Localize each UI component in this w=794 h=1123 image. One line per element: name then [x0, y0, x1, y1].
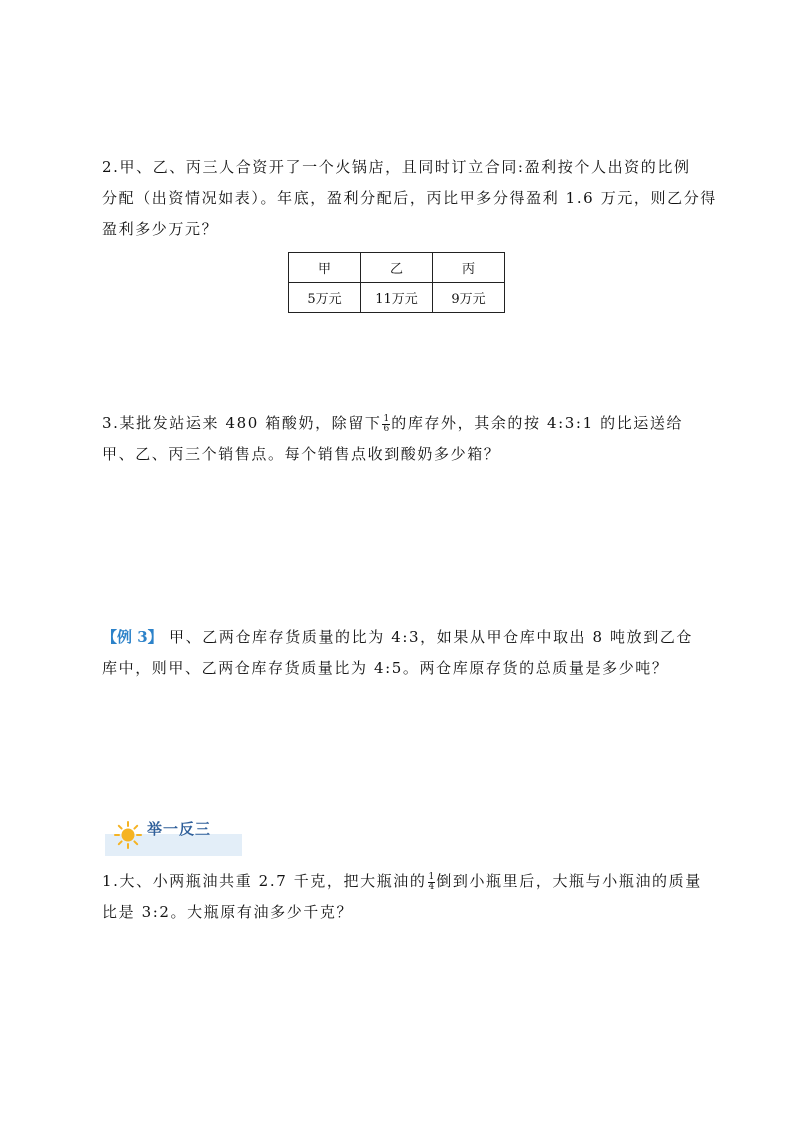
table-header-cell: 丙: [433, 253, 505, 283]
problem-3-text-b: 的库存外，其余的按 4:3:1 的比运送给: [391, 414, 684, 432]
investment-table: [288, 252, 505, 313]
fraction-numerator: 1: [428, 871, 435, 882]
problem-3-line-1: [102, 408, 722, 439]
fraction-one-sixth: [382, 415, 390, 434]
problem-3-line-2: 甲、乙、丙三个销售点。每个销售点收到酸奶多少箱？: [102, 445, 501, 463]
practice-1: [102, 866, 722, 928]
example-3-line-1: [102, 622, 722, 653]
table-row: [289, 283, 505, 313]
problem-3: [102, 408, 722, 470]
table-cell: 5万元: [289, 283, 361, 313]
problem-2-line-2: 分配（出资情况如表）。年底，盈利分配后，丙比甲多分得盈利 1.6 万元，则乙分得: [102, 189, 717, 207]
fraction-numerator: 1: [383, 413, 390, 424]
practice-1-text-a: 1.大、小两瓶油共重 2.7 千克，把大瓶油的: [102, 872, 427, 890]
practice-1-text-b: 倒到小瓶里后，大瓶与小瓶油的质量: [436, 872, 702, 890]
fraction-one-quarter: [428, 873, 436, 892]
fraction-denominator: 6: [383, 423, 390, 434]
practice-1-line-2: 比是 3:2。大瓶原有油多少千克？: [102, 903, 354, 921]
table-header-row: [289, 253, 505, 283]
example-3-line-2: 库中，则甲、乙两仓库存货质量比为 4:5。两仓库原存货的总质量是多少吨？: [102, 659, 669, 677]
section-banner: [105, 815, 242, 856]
table-cell: 9万元: [433, 283, 505, 313]
fraction-denominator: 4: [428, 881, 435, 892]
problem-2: [102, 152, 722, 245]
example-tag: 【例 3】: [102, 628, 163, 646]
problem-3-text-a: 3.某批发站运来 480 箱酸奶，除留下: [102, 414, 382, 432]
table-header-cell: 乙: [361, 253, 433, 283]
problem-2-line-3: 盈利多少万元？: [102, 220, 219, 238]
banner-title: 举一反三: [147, 820, 212, 838]
sun-icon: [114, 821, 142, 849]
example-3-text: 甲、乙两仓库存货质量的比为 4:3，如果从甲仓库中取出 8 吨放到乙仓: [162, 628, 694, 646]
problem-2-line-1: 2.甲、乙、丙三人合资开了一个火锅店，且同时订立合同:盈利按个人出资的比例: [102, 158, 691, 176]
practice-1-line-1: [102, 866, 722, 897]
table-cell: 11万元: [361, 283, 433, 313]
table-header-cell: 甲: [289, 253, 361, 283]
example-3: [102, 622, 722, 684]
